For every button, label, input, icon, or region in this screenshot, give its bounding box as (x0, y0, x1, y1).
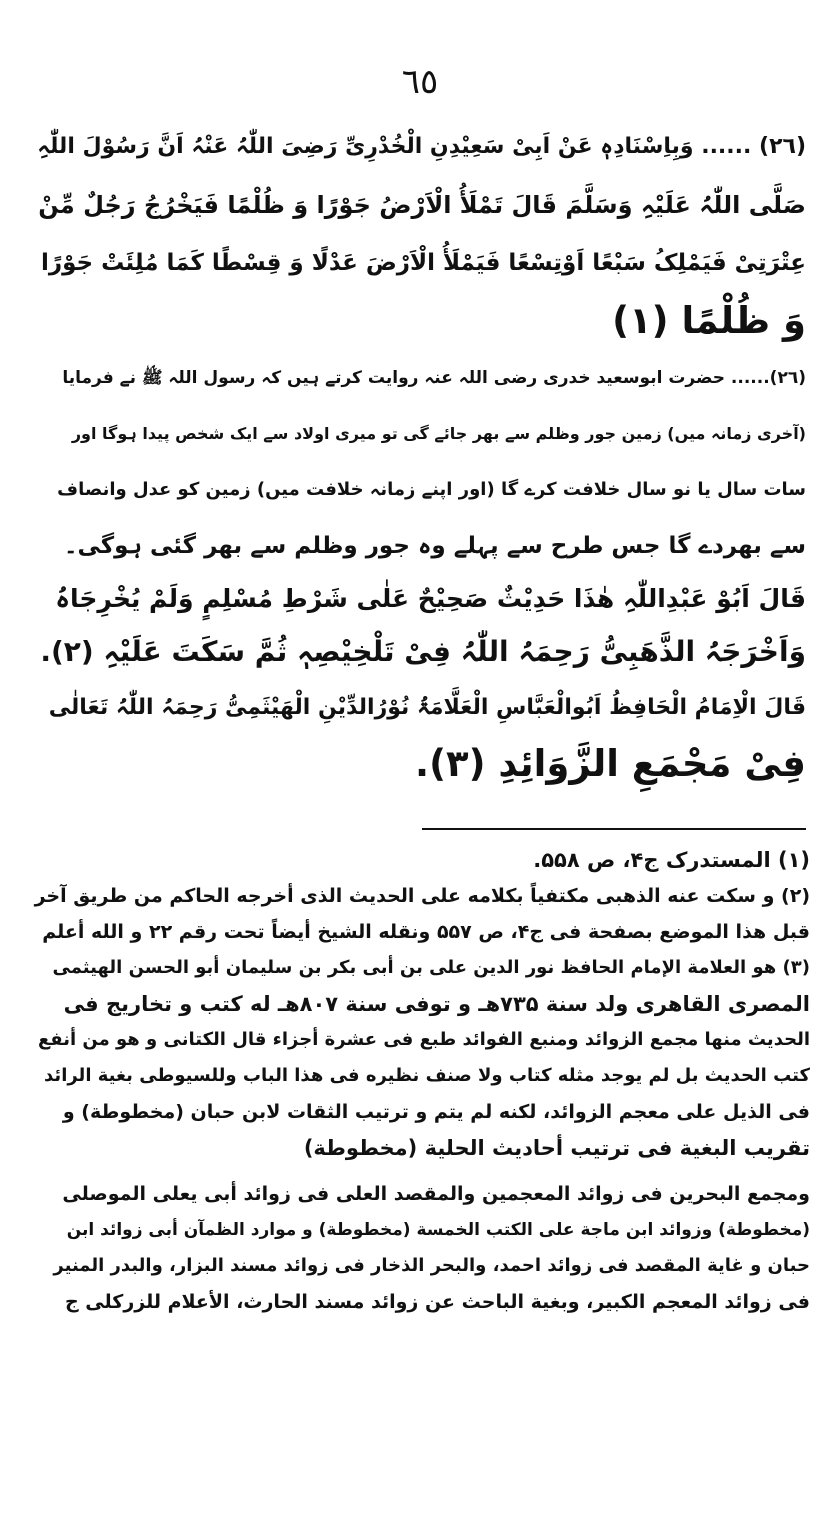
authentication-line: وَاَخْرَجَہُ الذَّھَبِیُّ رَحِمَہُ اللّٰہُ فِیْ تَلْخِیْصِہٖ ثُمَّ سَکَتَ عَلَیْہِ (٢). (40, 635, 806, 668)
zawaid-line: قَالَ الْاِمَامُ الْحَافِظُ اَبُوالْعَبَّاسِ الْعَلَّامَۃُ نُوْرُالدِّیْنِ الْھَیْثَمِیُّ رَحِمَہُ اللّٰہُ تَعَالٰی (48, 695, 806, 720)
hadith-arabic-line: وَ ظُلْمًا (١) (612, 299, 806, 342)
hadith-arabic-text (34, 118, 806, 350)
footnotes (30, 842, 810, 1320)
footnote-line: (٣) هو العلامة الإمام الحافظ نور الدین علی بن أبی بکر بن سلیمان أبو الحسن الهیثمی (52, 957, 810, 978)
authentication-line: قَالَ اَبُوْ عَبْدِاللّٰہِ ھٰذَا حَدِیْثٌ صَحِیْحٌ عَلٰی شَرْطِ مُسْلِمٍ وَلَمْ یُخْرِجَاہُ (55, 584, 806, 613)
hadith-arabic-line: صَلَّی اللّٰہُ عَلَیْہِ وَسَلَّمَ قَالَ تَمْلَأُ الْاَرْضُ جَوْرًا وَ ظُلْمًا فَیَخْرُجُ رَجُلٌ مِّنْ (38, 191, 806, 219)
footnote-line: الحدیث منها مجمع الزوائد ومنبع الفوائد طبع فی عشرة أجزاء قال الکتانی و هو من أنفع (37, 1029, 810, 1050)
footnote-divider (422, 828, 806, 830)
hadith-urdu-line: سے بھردے گا جس طرح سے پہلے وہ جور وظلم سے بھر گئی ہوگی۔ (64, 533, 806, 559)
footnote-line: المصری القاهری ولد سنة ۷۳۵هـ و توفی سنة ۸۰۷هـ له کتب و تخاریج فی (63, 992, 810, 1016)
hadith-urdu-translation (34, 350, 806, 574)
hadith-arabic-line: عِتْرَتِیْ فَیَمْلِکُ سَبْعًا اَوْتِسْعًا فَیَمْلَأُ الْاَرْضَ عَدْلًا وَ قِسْطًا کَمَا مُلِئَتْ جَوْرًا (40, 250, 806, 276)
footnote-line: فی زوائد المعجم الکبیر، وبغیة الباحث عن زوائد مسند الحارث، الأعلام للزرکلی ج (64, 1291, 810, 1313)
footnote-line: (١) المستدرک ج۴، ص ۵۵۸. (533, 848, 810, 872)
footnote-line: ومجمع البحرین فی زوائد المعجمین والمقصد العلی فی زوائد أبی یعلی الموصلی (62, 1183, 810, 1205)
page-number: ٦٥ (401, 62, 439, 102)
hadith-urdu-line: (آخری زمانہ میں) زمین جور وظلم سے بھر جائے گی تو میری اولاد سے ایک شخص پیدا ہوگا اور (71, 424, 806, 443)
zawaid-line: فِیْ مَجْمَعِ الزَّوَائِدِ (٣). (415, 742, 806, 785)
footnote-line: فی الذیل علی معجم الزوائد، لکنه لم یتم و ترتیب الثقات لابن حبان (مخطوطة) و (62, 1101, 810, 1123)
hadith-urdu-line: (٢٦)...... حضرت ابوسعید خدری رضی اللہ عنہ روایت کرتے ہیں کہ رسول اللہ ﷺ نے فرمایا (62, 368, 806, 388)
footnote-line: (٢) و سکت عنه الذهبی مکتفیاً بکلامه علی الحدیث الذی أخرجه الحاکم من طریق آخر (34, 885, 810, 907)
hadith-arabic-line: (٢٦) ...... وَبِاِسْنَادِهٖ عَنْ اَبِیْ سَعِیْدِنِ الْخُدْرِیِّ رَضِیَ اللّٰہُ عَنْہُ اَنَّ رَسُوْلَ اللّٰہِ (37, 134, 806, 159)
footnote-line: حبان و غایة المقصد فی زوائد احمد، والبحر الذخار فی زوائد مسند البزار، والبدر المنیر (53, 1255, 810, 1276)
footnote-line: قبل هذا الموضع بصفحة فی ج۴، ص ۵۵۷ ونقله الشیخ أیضاً تحت رقم ٢٢ و الله أعلم (42, 921, 810, 943)
hadith-urdu-line: سات سال یا نو سال خلافت کرے گا (اور اپنے زمانہ خلافت میں) زمین کو عدل وانصاف (57, 479, 806, 500)
footnote-gap (30, 1166, 810, 1176)
footnote-line: کتب الحدیث بل لم یوجد مثله کتاب ولا صنف نظیره فی هذا الباب وللسیوطی بغیة الرائد (44, 1065, 810, 1086)
zawaid-paragraph (34, 680, 806, 792)
footnote-line: تقریب البغیة فی ترتیب أحادیث الحلیة (مخطوطة) (303, 1136, 810, 1160)
footnote-line: (مخطوطة) وزوائد ابن ماجة علی الکتب الخمسة (مخطوطة) و موارد الظمآن أبی زوائد ابن (66, 1220, 810, 1240)
authentication-paragraph (34, 572, 806, 678)
